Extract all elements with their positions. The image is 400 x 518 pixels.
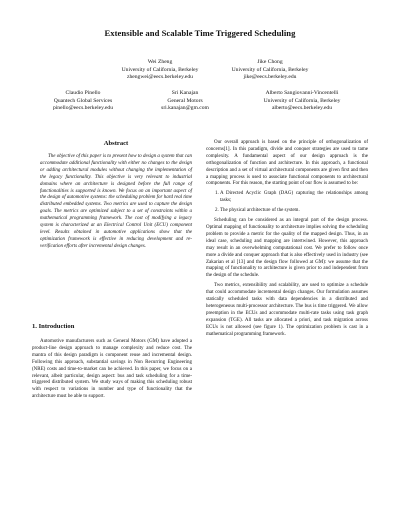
list-item: 1. A Directed Acyclic Graph (DAG) capturing the relationships among tasks; bbox=[220, 191, 368, 205]
author-name: Alberto Sangiovanni-Vincentelli bbox=[265, 90, 339, 96]
list-item: 2. The physical architecture of the system. bbox=[220, 208, 368, 215]
body-paragraph: Two metrics, extensibility and scalability, are used to optimize a schedule that could accommodate incremental design changes. Our formulation assumes statically scheduled tasks with data dependencies in a distributed and heterogeneous multi-processor architecture. The bus is time triggered. We allow preemption in the ECUs and accommodate multi-rate tasks using task graph expansion (TGE). All tasks are allocated a priori, and task migration across ECUs is not allowed (see figure 1). The optimization problem is cast in a mathematical programming framework. bbox=[206, 283, 368, 337]
author-affiliation: University of California, Berkeley bbox=[121, 66, 199, 73]
author-affiliation: General Motors bbox=[167, 97, 203, 104]
author-block bbox=[28, 90, 138, 113]
author-email: alberto@eecs.berkeley.edu bbox=[271, 105, 333, 112]
body-paragraph: Our overall approach is based on the principle of orthogonalization of concerns[1]. In this paradigm, divide and conquer strategies are used to tame complexity. A fundamental aspect of our design approach is the orthogonalization of function and architecture. In this approach, a functional description and a set of virtual architectural components are given first and then a mapping process is used to associate functional components to architectural components. For this reason, the starting point of our flow is assumed to be: bbox=[206, 140, 368, 187]
paper-title: Extensible and Scalable Time Triggered Scheduling bbox=[104, 28, 296, 38]
abstract-text bbox=[40, 154, 192, 251]
author-name: Wei Zheng bbox=[147, 59, 173, 65]
author-email: zhengwei@eecs.berkeley.edu bbox=[127, 74, 193, 81]
author-email: pinello@eecs.berkeley.edu bbox=[52, 105, 114, 112]
right-column bbox=[206, 140, 368, 338]
author-name: Claudio Pinello bbox=[65, 90, 101, 96]
author-block bbox=[140, 90, 230, 113]
author-affiliation: University of California, Berkeley bbox=[231, 66, 309, 73]
requirement-list bbox=[206, 191, 368, 215]
author-name: Sri Kanajan bbox=[171, 90, 199, 96]
abstract-heading: Abstract bbox=[103, 140, 129, 147]
section-heading: 1. Introduction bbox=[32, 323, 75, 330]
intro-text bbox=[32, 339, 192, 401]
author-email: sri.kanajan@gm.com bbox=[161, 105, 209, 112]
body-paragraph: Scheduling can be considered as an integral part of the design process. Optimal mapping of functionality to architecture implies solving the scheduling problem to provide a metric for the quality of the mapped design. Thus, in an ideal case, scheduling and mapping are intertwined. However, this approach may result in an overwhelming computational cost. We prefer to follow once more a divide and conquer approach that is also effectively used in industry (see Zakarian et al [13] and the design flow followed at GM): we assume that the mapping of functionality to architecture is given prior to and independent from the design of the schedule. bbox=[206, 218, 368, 279]
abstract-paragraph: The objective of this paper is to present how to design a system that can accommodate additional functionality with either no changes to the design or adding architectural modules without changing the implementation of the legacy functionality. This objective is very relevant to industrial domains where an architecture is designed before the full range of functionalities is supported is known. We focus on an important aspect of the design of automotive systems: the scheduling problem for hard real time distributed embedded systems. Two metrics are used to capture the design goals. The metrics are optimized subject to a set of constraints within a mathematical programming framework. The cost of modifying a legacy system is characterized at an Electrical Control Unit (ECU) component level. Results obtained in automotive applications show that the optimization framework is effective in reducing development and re-verification efforts after incremental design changes. bbox=[40, 154, 192, 249]
author-block bbox=[232, 90, 372, 113]
intro-paragraph: Automotive manufacturers such as General Motors (GM) have adopted a product-line design approach to manage complexity and reduce cost. The mantra of this design paradigm is component reuse and incremental design. Following this approach, substantial savings in Non Recurring Engineering (NRE) costs and time-to-market can be achieved. In this paper, we focus on a relevant, albeit particular, design aspect: bus and task scheduling for a time-triggered distributed system. We study ways of making this scheduling robust with respect to variations in number and type of functionality that the architecture must be able to support. bbox=[32, 339, 192, 400]
author-name: Jike Chong bbox=[257, 59, 283, 65]
author-block bbox=[200, 59, 340, 82]
author-email: jike@eecs.berkeley.edu bbox=[243, 74, 297, 81]
author-affiliation: Quantech Global Services bbox=[53, 97, 113, 104]
author-affiliation: University of California, Berkeley bbox=[263, 97, 341, 104]
